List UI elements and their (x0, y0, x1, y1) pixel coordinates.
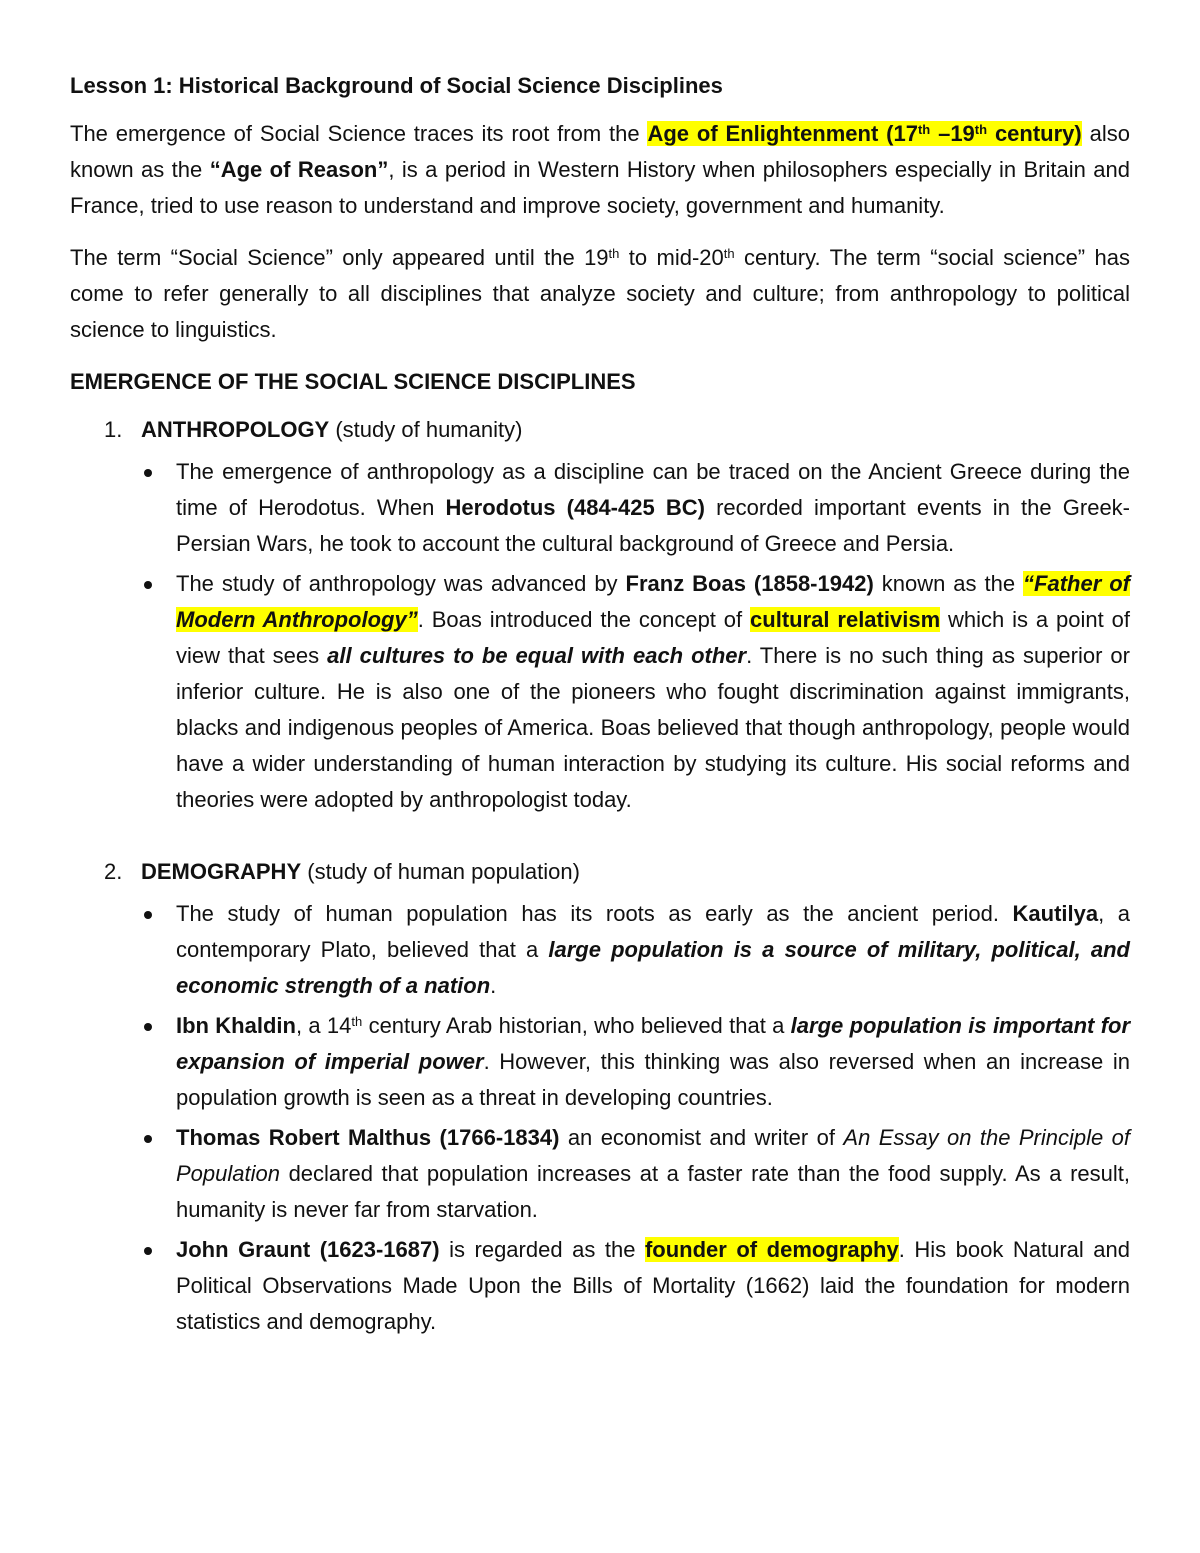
section-heading: EMERGENCE OF THE SOCIAL SCIENCE DISCIPLINES (70, 369, 636, 394)
list-item: John Graunt (1623-1687) is regarded as the founder of demography. His book Natural and Political Observations Made Upon the Bills of Mortality (1662) laid the foundation for modern statistics and demography. (70, 1232, 1130, 1340)
list-item: The emergence of anthropology as a discipline can be traced on the Ancient Greece during the time of Herodotus. When Herodotus (484-425 BC) recorded important events in the Greek-Persian Wars, he took to account the cultural background of Greece and Persia. (70, 454, 1130, 562)
intro-paragraph-2: The term “Social Science” only appeared until the 19th to mid-20th century. The term “social science” has come to refer generally to all disciplines that analyze society and culture; from anthropology to political science to linguistics. (70, 245, 1130, 342)
document-page (70, 68, 1130, 1344)
list-item: The study of human population has its roots as early as the ancient period. Kautilya, a contemporary Plato, believed that a large population is a source of military, political, and economic strength of a nation. (70, 896, 1130, 1004)
list-item: Ibn Khaldin, a 14th century Arab historian, who believed that a large population is important for expansion of imperial power. However, this thinking was also reversed when an increase in population growth is seen as a threat in developing countries. (70, 1008, 1130, 1116)
bullet-icon (144, 581, 152, 589)
lesson-title: Lesson 1: Historical Background of Social Science Disciplines (70, 73, 723, 98)
bullet-icon (144, 1023, 152, 1031)
enlightenment-highlight: Age of Enlightenment (17th –19th century) (647, 121, 1082, 146)
list-item-demography: 2. DEMOGRAPHY (study of human population) (104, 859, 580, 884)
bullet-icon (144, 911, 152, 919)
list-item: Thomas Robert Malthus (1766-1834) an economist and writer of An Essay on the Principle of Population declared that population increases at a faster rate than the food supply. As a result, humanity is never far from starvation. (70, 1120, 1130, 1228)
intro-paragraph-1: The emergence of Social Science traces its root from the Age of Enlightenment (17th –19th century) also known as the “Age of Reason”, is a period in Western History when philosophers especially in Britain and France, tried to use reason to understand and improve society, government and humanity. (70, 121, 1130, 218)
demography-bullets (70, 896, 1130, 1340)
list-item: The study of anthropology was advanced by Franz Boas (1858-1942) known as the “Father of Modern Anthropology”. Boas introduced the concept of cultural relativism which is a point of view that sees all cultures to be equal with each other. There is no such thing as superior or inferior culture. He is also one of the pioneers who fought discrimination against immigrants, blacks and indigenous peoples of America. Boas believed that though anthropology, people would have a wider understanding of human interaction by studying its culture. His social reforms and theories were adopted by anthropologist today. (70, 566, 1130, 818)
bullet-icon (144, 1247, 152, 1255)
list-item-anthropology: 1. ANTHROPOLOGY (study of humanity) (104, 417, 523, 442)
anthropology-bullets (70, 454, 1130, 818)
bullet-icon (144, 469, 152, 477)
bullet-icon (144, 1135, 152, 1143)
